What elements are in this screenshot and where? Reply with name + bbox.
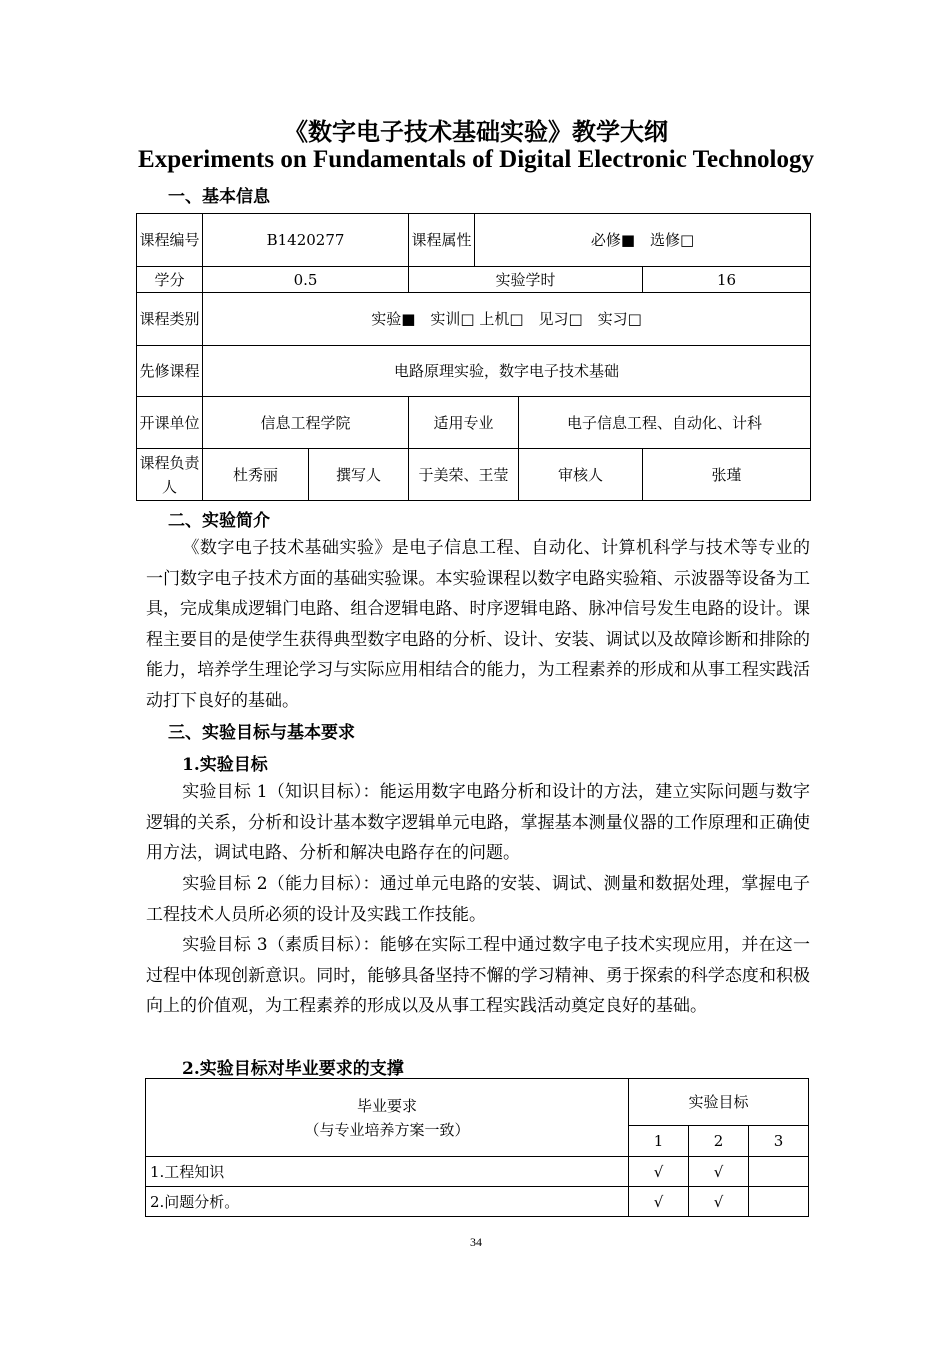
support-table <box>145 1078 809 1217</box>
dept-value: 信息工程学院 <box>203 397 409 449</box>
goal3-paragraph <box>146 930 810 1022</box>
hours-value: 16 <box>643 267 811 293</box>
credit-label: 学分 <box>137 267 203 293</box>
document-title-en: Experiments on Fundamentals of Digital Electronic Technology <box>138 146 814 173</box>
goal-num: 1 <box>629 1126 689 1157</box>
reviewer-value: 张瑾 <box>643 449 811 501</box>
check-mark: √ <box>629 1187 689 1217</box>
page-number: 34 <box>470 1235 482 1249</box>
goal1-paragraph <box>146 777 810 869</box>
intro-text: 《数字电子技术基础实验》是电子信息工程、自动化、计算机科学与技术等专业的一门数字电子技术方面的基础实验课。本实验课程以数字电路实验箱、示波器等设备为工具，完成集成逻辑门电路、组合逻辑电路、时序逻辑电路、脉冲信号发生电路的设计。课程主要目的是使学生获得典型数字电路的分析、设计、安装、调试以及故障诊断和排除的能力，培养学生理论学习与实际应用相结合的能力，为工程素养的形成和从事工程实践活动打下良好的基础。 <box>146 538 810 711</box>
goal-header: 实验目标 <box>629 1079 809 1126</box>
course-code-value: B1420277 <box>203 214 409 267</box>
writer-label: 撰写人 <box>309 449 409 501</box>
req-header-note: （与专业培养方案一致） <box>304 1120 470 1139</box>
prereq-label: 先修课程 <box>137 346 203 397</box>
basic-info-table <box>136 213 811 501</box>
prereq-value: 电路原理实验，数字电子技术基础 <box>203 346 811 397</box>
goal2-paragraph <box>146 869 810 930</box>
owner-value: 杜秀丽 <box>203 449 309 501</box>
goal1-text: 实验目标 1（知识目标）：能运用数字电路分析和设计的方法，建立实际问题与数字逻辑的关系，分析和设计基本数字逻辑单元电路，掌握基本测量仪器的工作原理和正确使用方法，调试电路、分析和解决电路存在的问题。 <box>146 782 810 863</box>
category-label: 课程类别 <box>137 293 203 346</box>
check-mark: √ <box>629 1157 689 1187</box>
goal-num: 2 <box>689 1126 749 1157</box>
goal3-text: 实验目标 3（素质目标）：能够在实际工程中通过数字电子技术实现应用，并在这一过程中体现创新意识。同时，能够具备坚持不懈的学习精神、勇于探索的科学态度和积极向上的价值观，为工程素养的形成以及从事工程实践活动奠定良好的基础。 <box>146 935 810 1016</box>
course-attr-label: 课程属性 <box>409 214 475 267</box>
major-value: 电子信息工程、自动化、计科 <box>519 397 811 449</box>
subsection-support-heading: 2.实验目标对毕业要求的支撑 <box>182 1059 404 1079</box>
req-header: 毕业要求 <box>356 1096 417 1115</box>
check-mark: √ <box>689 1187 749 1217</box>
owner-label: 课程负责人 <box>137 449 203 501</box>
table-row <box>146 1187 809 1217</box>
section-intro-heading: 二、实验简介 <box>168 511 270 531</box>
section-basic-info-heading: 一、基本信息 <box>168 187 270 207</box>
goal2-text: 实验目标 2（能力目标）：通过单元电路的安装、调试、测量和数据处理，掌握电子工程技术人员所必须的设计及实践工作技能。 <box>146 874 810 925</box>
reviewer-label: 审核人 <box>519 449 643 501</box>
req-name: 1.工程知识 <box>146 1157 629 1187</box>
category-value: 实验■ 实训□ 上机□ 见习□ 实习□ <box>203 293 811 346</box>
subsection-goals-heading: 1.实验目标 <box>182 755 268 775</box>
dept-label: 开课单位 <box>137 397 203 449</box>
credit-value: 0.5 <box>203 267 409 293</box>
course-attr-value: 必修■ 选修□ <box>475 214 811 267</box>
req-name: 2.问题分析。 <box>146 1187 629 1217</box>
goal-num: 3 <box>749 1126 809 1157</box>
hours-label: 实验学时 <box>409 267 643 293</box>
writer-value: 于美荣、王莹 <box>409 449 519 501</box>
document-title-cn: 《数字电子技术基础实验》教学大纲 <box>284 117 668 146</box>
major-label: 适用专业 <box>409 397 519 449</box>
check-mark: √ <box>689 1157 749 1187</box>
table-row <box>146 1157 809 1187</box>
intro-paragraph <box>146 533 810 716</box>
req-header-cell <box>146 1079 629 1157</box>
course-code-label: 课程编号 <box>137 214 203 267</box>
section-goals-heading: 三、实验目标与基本要求 <box>168 723 355 743</box>
check-mark <box>749 1187 809 1217</box>
check-mark <box>749 1157 809 1187</box>
